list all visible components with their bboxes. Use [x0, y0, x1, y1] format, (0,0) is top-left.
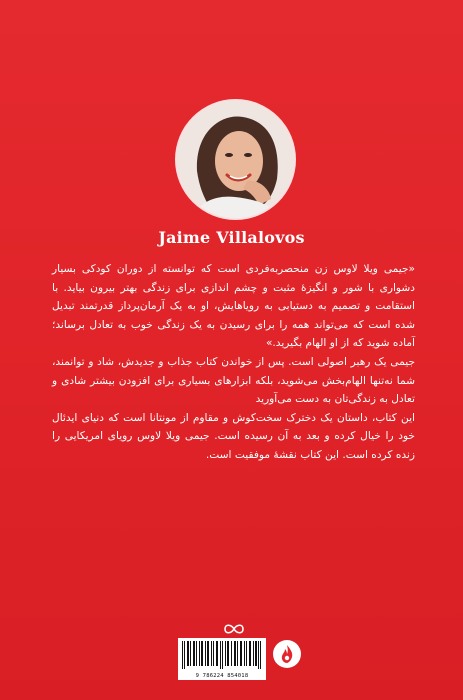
description-paragraph: «جیمی ویلا لاوس زن منحصربه‌فردی است که توانسته از دوران کودکی بسیار دشواری با شور و انگیزهٔ مثبت و چشم اندازی برای زندگی بهتر بیرون بیاید. با استقامت و تصمیم به دستیابی به رویاهایش، او به یک آرمان‌پرداز قدرتمند تبدیل شده است که می‌تواند همه را برای رسیدن به یک زندگی خوب به تعادل برساند؛ آماده شوید که از او الهام بگیرید.» — [52, 263, 415, 350]
publisher-flame-logo-icon — [273, 640, 301, 668]
author-portrait — [177, 101, 294, 218]
barcode-number: 9 786224 854018 — [195, 673, 249, 679]
barcode — [178, 638, 266, 680]
author-name: Jaime Villalovos — [158, 228, 305, 247]
description-paragraph: جیمی یک رهبر اصولی است. پس از خواندن کتاب جذاب و جدیدش، شاد و توانمند، شما نه‌تنها الهام‌بخش می‌شوید، بلکه ابزارهای بسیاری برای افزودن بیشتر شادی و تعادل به زندگی‌تان به دست می‌آورید — [52, 355, 415, 406]
infinity-logo-icon — [223, 620, 245, 632]
book-description — [52, 260, 415, 465]
description-paragraph: این کتاب، داستان یک دخترک سخت‌کوش و مقاوم از مونتانا است که دنیای ایدئال خود را خیال کرده و بعد به آن رسیده است. جیمی ویلا لاوس رویای امریکایی را زنده کرده است. این کتاب نقشهٔ موفقیت است. — [52, 411, 415, 461]
